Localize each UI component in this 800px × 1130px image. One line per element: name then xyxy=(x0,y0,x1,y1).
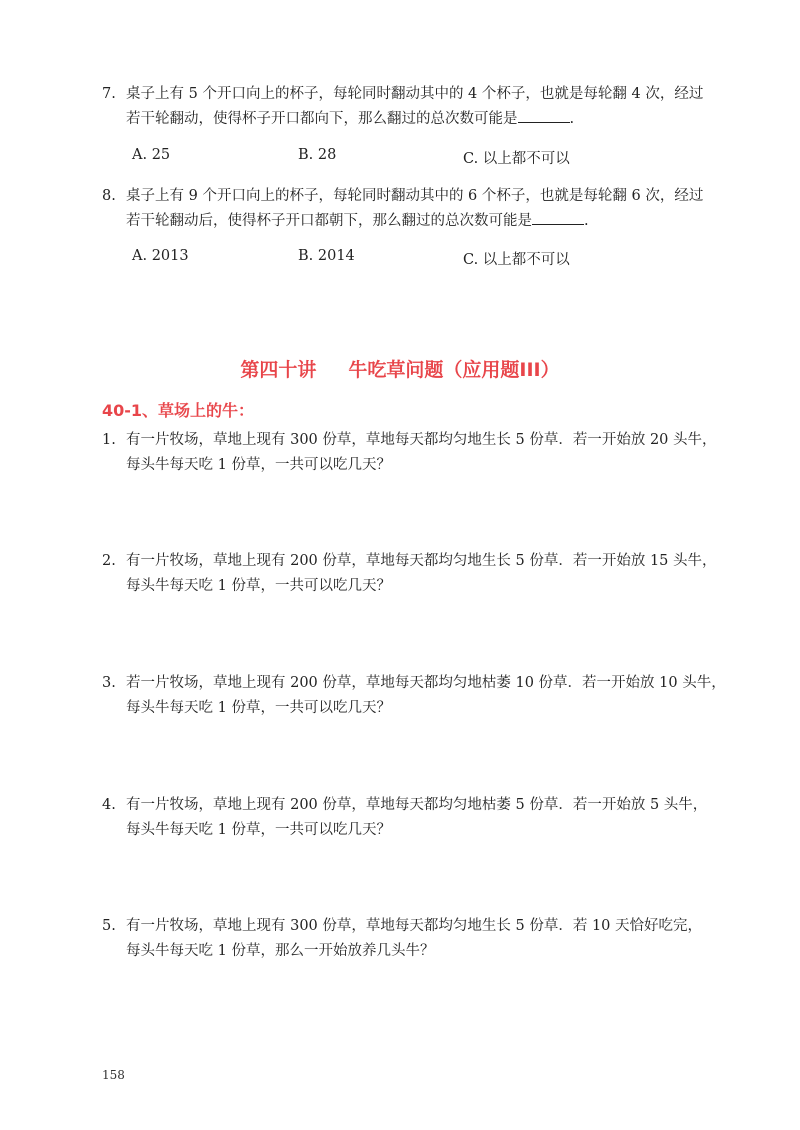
problem-text-line2: 每头牛每天吃 1 份草，一共可以吃几天？ xyxy=(126,700,391,716)
question-text-line1: 桌子上有 9 个开口向上的杯子，每轮同时翻动其中的 6 个杯子，也就是每轮翻 6 次，经过 xyxy=(126,188,704,204)
problem-text-line1: 有一片牧场，草地上现有 300 份草，草地每天都均匀地生长 5 份草．若一开始放 20 头牛， xyxy=(126,432,717,448)
question-period: . xyxy=(569,111,575,127)
problem-5 xyxy=(102,914,732,964)
problem-1 xyxy=(102,428,732,478)
problem-number: 5. xyxy=(102,918,116,934)
section-title: 40-1、草场上的牛： xyxy=(102,401,255,420)
options-7 xyxy=(132,147,692,169)
options-8 xyxy=(132,248,692,270)
question-8 xyxy=(102,184,732,234)
chapter-number: 第四十讲 xyxy=(240,359,317,381)
problem-2 xyxy=(102,549,732,599)
problem-text-line1: 若一片牧场，草地上现有 200 份草，草地每天都均匀地枯萎 10 份草．若一开始放 10 头牛， xyxy=(126,675,726,691)
answer-blank xyxy=(518,108,570,123)
option-b: B. 28 xyxy=(298,147,337,163)
option-a: A. 2013 xyxy=(132,248,189,264)
problem-3 xyxy=(102,671,732,721)
question-text-line2: 若干轮翻动后，使得杯子开口都朝下，那么翻过的总次数可能是 xyxy=(126,213,532,229)
problem-number: 4. xyxy=(102,797,116,813)
question-text-line2: 若干轮翻动，使得杯子开口都向下，那么翻过的总次数可能是 xyxy=(126,111,518,127)
question-number: 8. xyxy=(102,188,116,204)
problem-text-line1: 有一片牧场，草地上现有 300 份草，草地每天都均匀地生长 5 份草．若 10 天恰好吃完， xyxy=(126,918,703,934)
problem-text-line1: 有一片牧场，草地上现有 200 份草，草地每天都均匀地生长 5 份草．若一开始放 15 头牛， xyxy=(126,553,717,569)
problem-text-line2: 每头牛每天吃 1 份草，一共可以吃几天？ xyxy=(126,822,391,838)
problem-text-line2: 每头牛每天吃 1 份草，那么一开始放养几头牛？ xyxy=(126,943,435,959)
option-c: C. 以上都不可以 xyxy=(463,252,570,268)
option-c: C. 以上都不可以 xyxy=(463,151,570,167)
question-text-line1: 桌子上有 5 个开口向上的杯子，每轮同时翻动其中的 4 个杯子，也就是每轮翻 4 次，经过 xyxy=(126,86,704,102)
problem-text-line2: 每头牛每天吃 1 份草，一共可以吃几天？ xyxy=(126,457,391,473)
problem-number: 3. xyxy=(102,675,116,691)
chapter-name: 牛吃草问题（应用题III） xyxy=(348,359,560,381)
answer-blank xyxy=(532,210,584,225)
chapter-title xyxy=(0,355,800,382)
option-a: A. 25 xyxy=(132,147,171,163)
page-number: 158 xyxy=(102,1068,125,1082)
question-number: 7. xyxy=(102,86,116,102)
problem-4 xyxy=(102,793,732,843)
option-b: B. 2014 xyxy=(298,248,355,264)
problem-text-line1: 有一片牧场，草地上现有 200 份草，草地每天都均匀地枯萎 5 份草．若一开始放 5 头牛， xyxy=(126,797,708,813)
problem-number: 1. xyxy=(102,432,116,448)
question-period: . xyxy=(584,213,589,229)
problem-number: 2. xyxy=(102,553,116,569)
question-7 xyxy=(102,82,732,132)
problem-text-line2: 每头牛每天吃 1 份草，一共可以吃几天？ xyxy=(126,578,391,594)
